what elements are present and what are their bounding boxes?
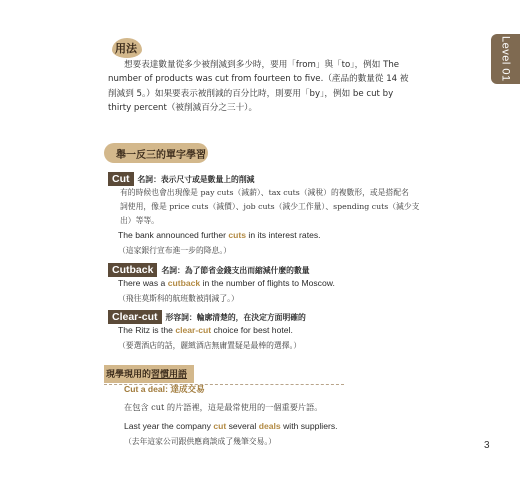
cut-example-highlight: cuts [228,230,247,240]
page-number: 3 [484,440,490,451]
cut-note-line-2: 詞使用，像是 price cuts（減價）、job cuts（減少工作量）、spending cuts（減少支 [120,202,420,211]
clearcut-example [118,325,293,335]
cutback-example-translation: （飛往莫斯科的航班數被削減了。） [118,294,239,303]
vocab-section-banner: 舉一反三的單字學習 [104,143,208,163]
cutback-example [118,278,335,288]
cut-tag: Cut [108,172,134,186]
clearcut-example-text-end: choice for best hotel. [211,325,293,335]
idiom-example-text-mid: several [226,421,259,431]
idiom-example-highlight-2: deals [258,421,281,431]
clearcut-entry-header [108,310,306,324]
cut-example-text: The bank announced further [118,230,229,240]
idiom-example-text: Last year the company [124,421,214,431]
clearcut-example-text: The Ritz is the [118,325,176,335]
cut-example-text-end: in its interest rates. [246,230,321,240]
cut-example [118,230,321,240]
cutback-entry-header [108,263,310,277]
cutback-example-highlight: cutback [167,278,201,288]
idiom-example-highlight-1: cut [213,421,227,431]
clearcut-tag: Clear-cut [108,310,162,324]
cut-entry-header [108,172,254,186]
idiom-example-text-end: with suppliers. [280,421,338,431]
idiom-example [124,421,338,431]
clearcut-pos: 形容詞：輪廓清楚的，在決定方面明確的 [165,312,306,322]
cut-example-translation: （這家銀行宣布進一步的降息。） [118,246,232,255]
cut-note-line-1: 有的時候也會出現像是 pay cuts（減薪）、tax cuts（減稅）的複數形，或是搭配名 [120,188,409,197]
cutback-example-text-end: in the number of flights to Moscow. [200,278,335,288]
idiom-label-underlined: 習慣用語 [151,370,188,380]
usage-paragraph: 想要表達數量從多少被削減到多少時，要用「from」與「to」，例如 The number of products was cut from fourteen to five.（產品的數量從 14 被削減到 5。）如果要表示被削減的百分比時，則要用「by」，例如 be cut by thirty percent（被削減百分之三十）。 [108,60,409,113]
cut-pos: 名詞：表示尺寸或是數量上的削減 [137,174,255,184]
idiom-label-prefix: 現學現用的 [106,370,152,380]
level-tab [491,34,520,84]
cutback-tag: Cutback [108,263,157,277]
cutback-pos: 名詞：為了節省金錢支出而縮減什麼的數量 [161,265,310,275]
clearcut-example-highlight: clear-cut [175,325,212,335]
idiom-phrase: Cut a deal: 達成交易 [124,384,205,394]
idiom-section-label [106,367,187,380]
usage-heading: 用法 [115,42,137,55]
idiom-description: 在包含 cut 的片語裡，這是最常使用的一個重要片語。 [124,402,323,412]
level-tab-label: Level 01 [499,36,512,82]
idiom-example-translation: （去年這家公司跟供應商談成了幾筆交易。） [124,437,277,446]
clearcut-example-translation: （要選酒店的話，麗緻酒店無庸置疑是最棒的選擇。） [118,341,302,350]
cut-note-line-3: 出）等等。 [120,216,159,225]
cutback-example-text: There was a [118,278,168,288]
